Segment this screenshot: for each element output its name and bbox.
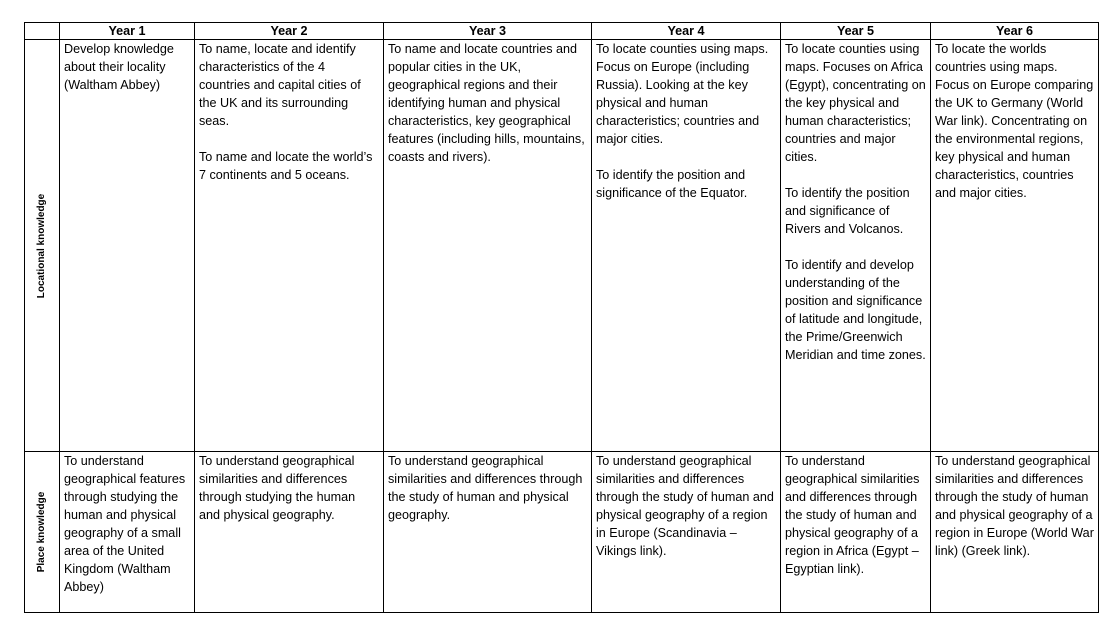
locational-year-2-text-2: To name and locate the world’s 7 continents and 5 oceans. xyxy=(199,150,373,182)
locational-year-5-cell xyxy=(781,40,931,452)
locational-year-2-text-1: To name, locate and identify characteristics of the 4 countries and capital cities of the UK and its surrounding seas. xyxy=(199,42,361,128)
header-row xyxy=(25,23,1099,40)
locational-knowledge-row-header xyxy=(25,40,60,452)
year-1-header: Year 1 xyxy=(60,23,195,40)
locational-year-4-cell xyxy=(592,40,781,452)
locational-year-4-text-1: To locate counties using maps. Focus on Europe (including Russia). Looking at the key physical and human characteristics; countries and major cities. xyxy=(596,42,769,146)
place-year-6-cell xyxy=(931,452,1099,613)
locational-year-3-cell xyxy=(384,40,592,452)
place-year-3-text: To understand geographical similarities and differences through the study of human and physical geography. xyxy=(388,454,583,522)
year-4-header: Year 4 xyxy=(592,23,781,40)
place-year-2-cell xyxy=(195,452,384,613)
locational-year-5-text-1: To locate counties using maps. Focuses on Africa (Egypt), concentrating on the key physical and human characteristics; countries and major cities. xyxy=(785,42,926,164)
place-year-5-cell xyxy=(781,452,931,613)
locational-year-6-text: To locate the worlds countries using maps. Focus on Europe comparing the UK to Germany (World War link). Concentrating on the environmental regions, key physical and human characteristics, countries and major cities. xyxy=(935,42,1094,200)
place-year-6-text: To understand geographical similarities and differences through the study of human and physical geography of a region in Europe (World War link) (Greek link). xyxy=(935,454,1094,558)
place-year-4-text: To understand geographical similarities and differences through the study of human and physical geography of a region in Europe (Scandinavia – Vikings link). xyxy=(596,454,774,558)
corner-cell xyxy=(25,23,60,40)
year-3-header: Year 3 xyxy=(384,23,592,40)
locational-year-1-cell xyxy=(60,40,195,452)
year-5-header: Year 5 xyxy=(781,23,931,40)
place-year-1-cell xyxy=(60,452,195,613)
year-6-header: Year 6 xyxy=(931,23,1099,40)
place-year-1-text: To understand geographical features through studying the human and physical geography of a small area of the United Kingdom (Waltham Abbey) xyxy=(64,454,186,594)
place-knowledge-row xyxy=(25,452,1099,613)
locational-year-4-text-2: To identify the position and significance of the Equator. xyxy=(596,168,748,200)
locational-knowledge-row xyxy=(25,40,1099,452)
locational-year-3-text: To name and locate countries and popular cities in the UK, geographical regions and their identifying human and physical characteristics, key geographical features (including hills, mountains, coasts and rivers). xyxy=(388,42,585,164)
place-year-4-cell xyxy=(592,452,781,613)
locational-year-1-text: Develop knowledge about their locality (Waltham Abbey) xyxy=(64,42,174,92)
place-knowledge-label: Place knowledge xyxy=(36,491,47,573)
place-year-2-text: To understand geographical similarities and differences through studying the human and physical geography. xyxy=(199,454,356,522)
place-year-3-cell xyxy=(384,452,592,613)
locational-knowledge-label: Locational knowledge xyxy=(36,193,47,298)
place-year-5-text: To understand geographical similarities and differences through the study of human and physical geography of a region in Africa (Egypt – Egyptian link). xyxy=(785,454,920,576)
locational-year-2-cell xyxy=(195,40,384,452)
place-knowledge-row-header xyxy=(25,452,60,613)
locational-year-5-text-3: To identify and develop understanding of the position and significance of latitude and longitude, the Prime/Greenwich Meridian and time zones. xyxy=(785,258,926,362)
year-2-header: Year 2 xyxy=(195,23,384,40)
curriculum-table xyxy=(24,22,1099,613)
locational-year-5-text-2: To identify the position and significance of Rivers and Volcanos. xyxy=(785,186,910,236)
locational-year-6-cell xyxy=(931,40,1099,452)
